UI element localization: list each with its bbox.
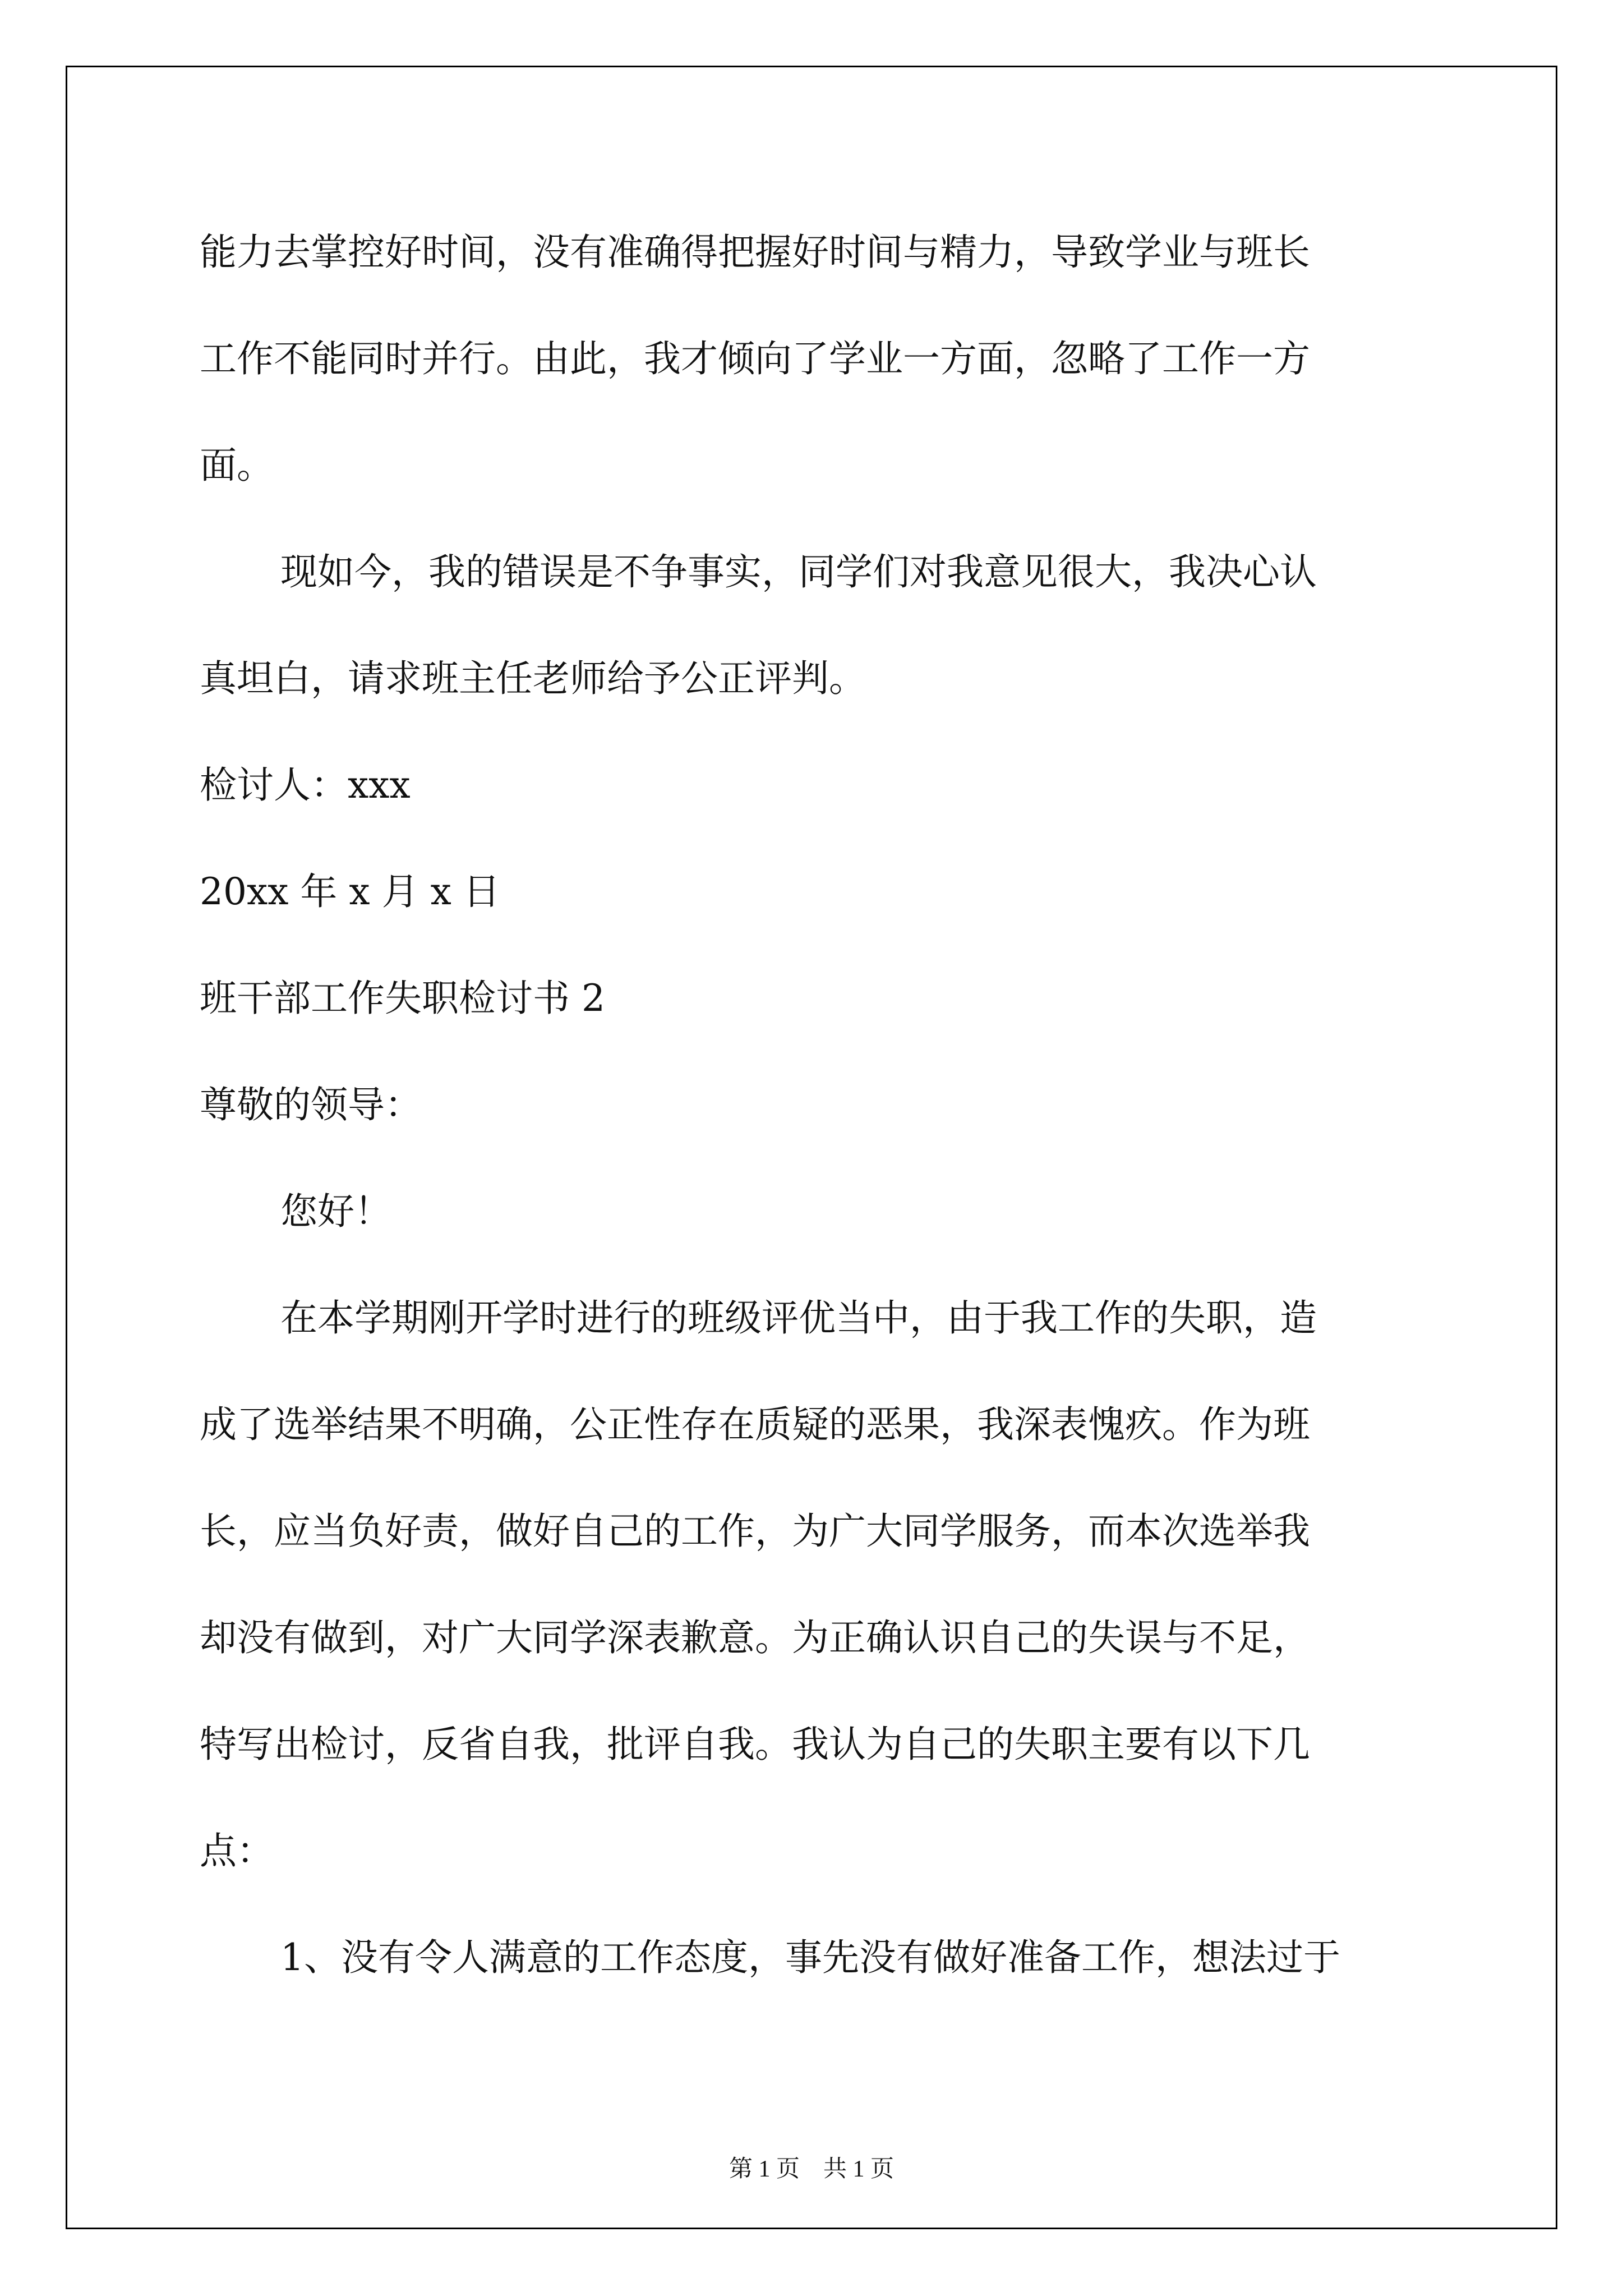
body-line-11: 点： [200,1829,274,1872]
body-line-7: 成了选举结果不明确，公正性存在质疑的恶果，我深表愧疚。作为班 [200,1403,1310,1446]
body-line-8: 长，应当负好责，做好自己的工作，为广大同学服务，而本次选举我 [200,1510,1310,1553]
body-line-3: 面。 [200,444,274,487]
signature-line: 检讨人：xxx [200,763,411,807]
body-line-1: 能力去掌控好时间，没有准确得把握好时间与精力，导致学业与班长 [200,231,1310,274]
body-line-12: 1、没有令人满意的工作态度，事先没有做好准备工作，想法过于 [280,1936,1340,1979]
body-line-4: 现如今，我的错误是不争事实，同学们对我意见很大，我决心认 [280,550,1317,593]
body-line-5: 真坦白，请求班主任老师给予公正评判。 [200,657,866,700]
section-title: 班干部工作失职检讨书 2 [200,977,605,1020]
salutation: 尊敬的领导： [200,1083,422,1126]
body-line-6: 在本学期刚开学时进行的班级评优当中，由于我工作的失职，造 [280,1296,1317,1340]
body-line-10: 特写出检讨，反省自我，批评自我。我认为自己的失职主要有以下几 [200,1723,1310,1766]
body-line-9: 却没有做到，对广大同学深表歉意。为正确认识自己的失误与不足， [200,1616,1310,1659]
page-border [66,66,1557,2229]
greeting: 您好！ [280,1190,391,1233]
page-footer: 第 1 页 共 1 页 [728,2156,894,2182]
body-line-2: 工作不能同时并行。由此，我才倾向了学业一方面，忽略了工作一方 [200,337,1310,380]
date-line: 20xx 年 x 月 x 日 [200,870,500,913]
